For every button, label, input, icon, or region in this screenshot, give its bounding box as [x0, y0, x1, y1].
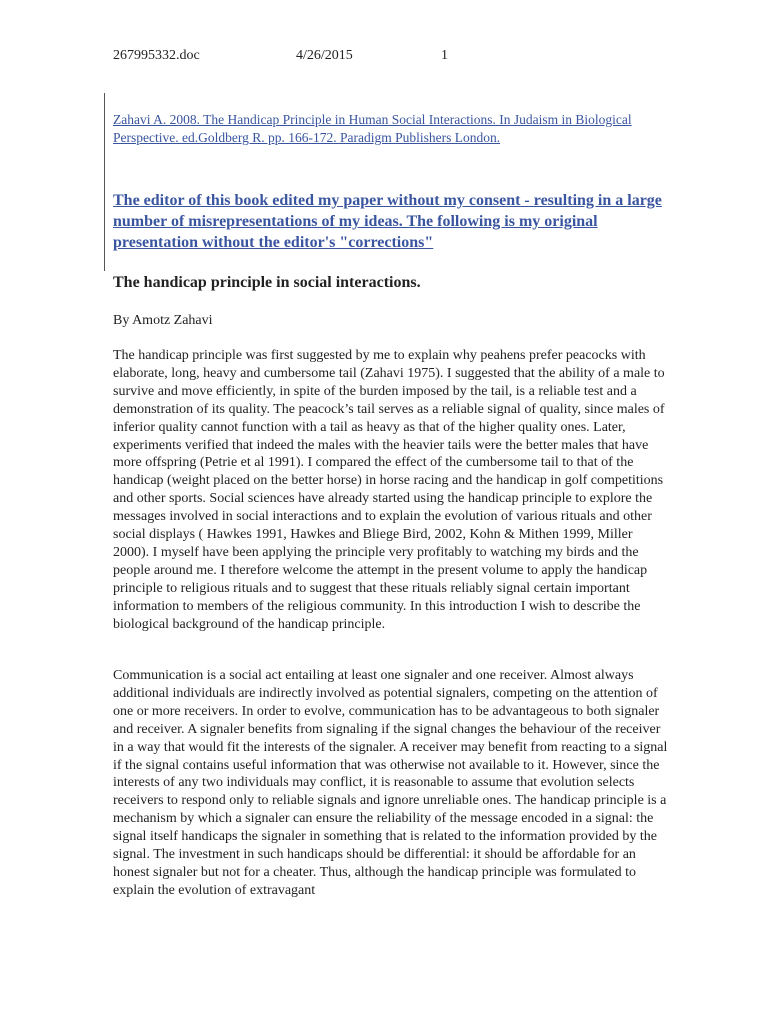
header-page-number: 1 — [441, 48, 448, 63]
header-filename: 267995332.doc — [113, 48, 200, 63]
citation-link[interactable]: Zahavi A. 2008. The Handicap Principle in Human Social Interactions. In Judaism in Biological Perspective. ed.Goldberg R. pp. 166-172. Paradigm Publishers London. — [113, 112, 632, 145]
revision-change-bar — [104, 93, 105, 271]
editor-notice-link[interactable]: The editor of this book edited my paper without my consent - resulting in a large number of misrepresentations of my ideas. The following is my original presentation without the editor's "corrections" — [113, 192, 662, 251]
body-paragraph: Communication is a social act entailing at least one signaler and one receiver. Almost always additional individuals are indirectly involved as potential signalers, competing on the attention of one or more receivers. In order to evolve, communication has to be advantageous to both signaler and receiver. A signaler benefits from signaling if the signal changes the behaviour of the receiver in a way that would fit the interests of the signaler. A receiver may benefit from reacting to a signal if the signal contains useful information that was otherwise not available to it. However, since the interests of any two individuals may conflict, it is reasonable to assume that evolution selects receivers to respond only to reliable signals and ignore unreliable ones. The handicap principle is a mechanism by which a signaler can ensure the reliability of the message encoded in a signal: the signal itself handicaps the signaler in something that is related to the information provided by the signal. The investment in such handicaps should be differential: it should be affordable for an honest signaler but not for a cheater. Thus, although the handicap principle was formulated to explain the evolution of extravagant — [113, 668, 668, 898]
header-date: 4/26/2015 — [296, 48, 353, 63]
paper-title: The handicap principle in social interactions. — [113, 274, 421, 291]
body-paragraph: The handicap principle was first suggested by me to explain why peahens prefer peacocks with elaborate, long, heavy and cumbersome tail (Zahavi 1975). I suggested that the ability of a male to survive and move efficiently, in spite of the burden imposed by the tail, is a reliable test and a demonstration of its quality. The peacock’s tail serves as a reliable signal of quality, since males of inferior quality cannot function with a tail as heavy as that of the higher quality ones. Later, experiments verified that indeed the males with the heavier tails were the better males that have more offspring (Petrie et al 1991). I compared the effect of the cumbersome tail to that of the handicap (weight placed on the better horse) in horse racing and the handicap in golf competitions and other sports. Social sciences have already started using the handicap principle to explore the messages involved in social interactions and to explain the evolution of various rituals and other social displays ( Hawkes 1991, Hawkes and Bliege Bird, 2002, Kohn & Mithen 1999, Miller 2000). I myself have been applying the principle very profitably to watching my birds and the people around me. I therefore welcome the attempt in the present volume to apply the handicap principle to religious rituals and to suggest that these rituals reliably signal certain important information to members of the religious community. In this introduction I wish to describe the biological background of the handicap principle. — [113, 348, 665, 632]
author-byline: By Amotz Zahavi — [113, 313, 213, 328]
